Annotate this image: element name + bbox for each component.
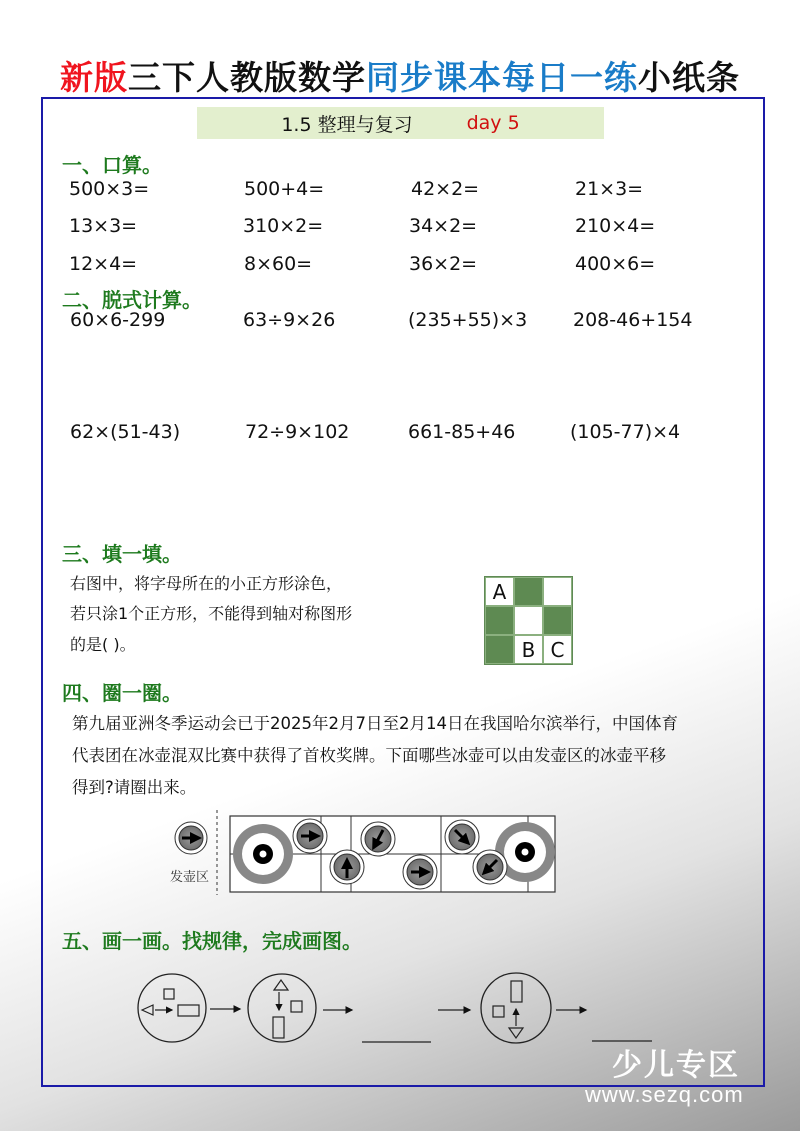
day-label: day 5 — [466, 112, 520, 134]
curling-figure — [160, 805, 570, 900]
problem: 12×4= — [69, 253, 138, 275]
title-part-new: 新版 — [60, 58, 128, 97]
problem: 8×60= — [244, 253, 313, 275]
expression: (105-77)×4 — [570, 421, 681, 443]
watermark-url: www.sezq.com — [585, 1082, 744, 1107]
problem: 500×3= — [69, 178, 150, 200]
title-part-daily: 同步课本每日一练 — [366, 58, 638, 97]
expression: 661-85+46 — [408, 421, 516, 443]
question-line: 第九届亚洲冬季运动会已于2025年2月7日至2月14日在我国哈尔滨举行，中国体育 — [72, 714, 678, 733]
symmetry-grid — [484, 576, 573, 665]
pattern-figure — [120, 960, 680, 1060]
launch-stone — [175, 822, 207, 854]
grid-cell-c: C — [543, 635, 572, 664]
problem: 36×2= — [409, 253, 478, 275]
lesson-title: 1.5 整理与复习 — [281, 113, 413, 136]
grid-cell-filled — [514, 577, 543, 606]
expression: 72÷9×102 — [245, 421, 350, 443]
problem: 310×2= — [243, 215, 324, 237]
section3-heading: 三、填一填。 — [62, 542, 182, 566]
grid-cell-b: B — [514, 635, 543, 664]
question-line: 若只涂1个正方形，不能得到轴对称图形 — [70, 604, 353, 623]
section4-heading: 四、圈一圈。 — [62, 681, 182, 705]
expression: 62×(51-43) — [70, 421, 181, 443]
expression: 63÷9×26 — [243, 309, 336, 331]
launch-zone-label: 发壶区 — [170, 870, 210, 885]
page-title — [0, 52, 800, 99]
grid-cell-filled — [485, 635, 514, 664]
expression: 60×6-299 — [70, 309, 166, 331]
question-line: 的是( )。 — [70, 635, 136, 654]
problem: 400×6= — [575, 253, 656, 275]
lesson-bar — [197, 107, 604, 139]
problem: 34×2= — [409, 215, 478, 237]
problem: 13×3= — [69, 215, 138, 237]
section2-heading: 二、脱式计算。 — [62, 288, 202, 312]
grid-cell-filled — [543, 606, 572, 635]
problem: 210×4= — [575, 215, 656, 237]
question-line: 代表团在冰壶混双比赛中获得了首枚奖牌。下面哪些冰壶可以由发壶区的冰壶平移 — [72, 746, 666, 765]
grid-cell-empty — [543, 577, 572, 606]
grid-cell-a: A — [485, 577, 514, 606]
problem: 500+4= — [244, 178, 325, 200]
problem: 21×3= — [575, 178, 644, 200]
problem: 42×2= — [411, 178, 480, 200]
grid-cell-filled — [485, 606, 514, 635]
expression: (235+55)×3 — [408, 309, 528, 331]
grid-cell-empty — [514, 606, 543, 635]
title-part-grade: 三下人教版数学 — [128, 58, 366, 97]
section1-heading: 一、口算。 — [62, 153, 162, 177]
title-part-note: 小纸条 — [638, 58, 740, 97]
watermark-brand: 少儿专区 — [612, 1048, 740, 1083]
expression: 208-46+154 — [573, 309, 693, 331]
question-line: 得到?请圈出来。 — [72, 778, 197, 797]
section5-heading: 五、画一画。找规律，完成画图。 — [62, 929, 362, 953]
question-line: 右图中，将字母所在的小正方形涂色， — [70, 574, 343, 593]
